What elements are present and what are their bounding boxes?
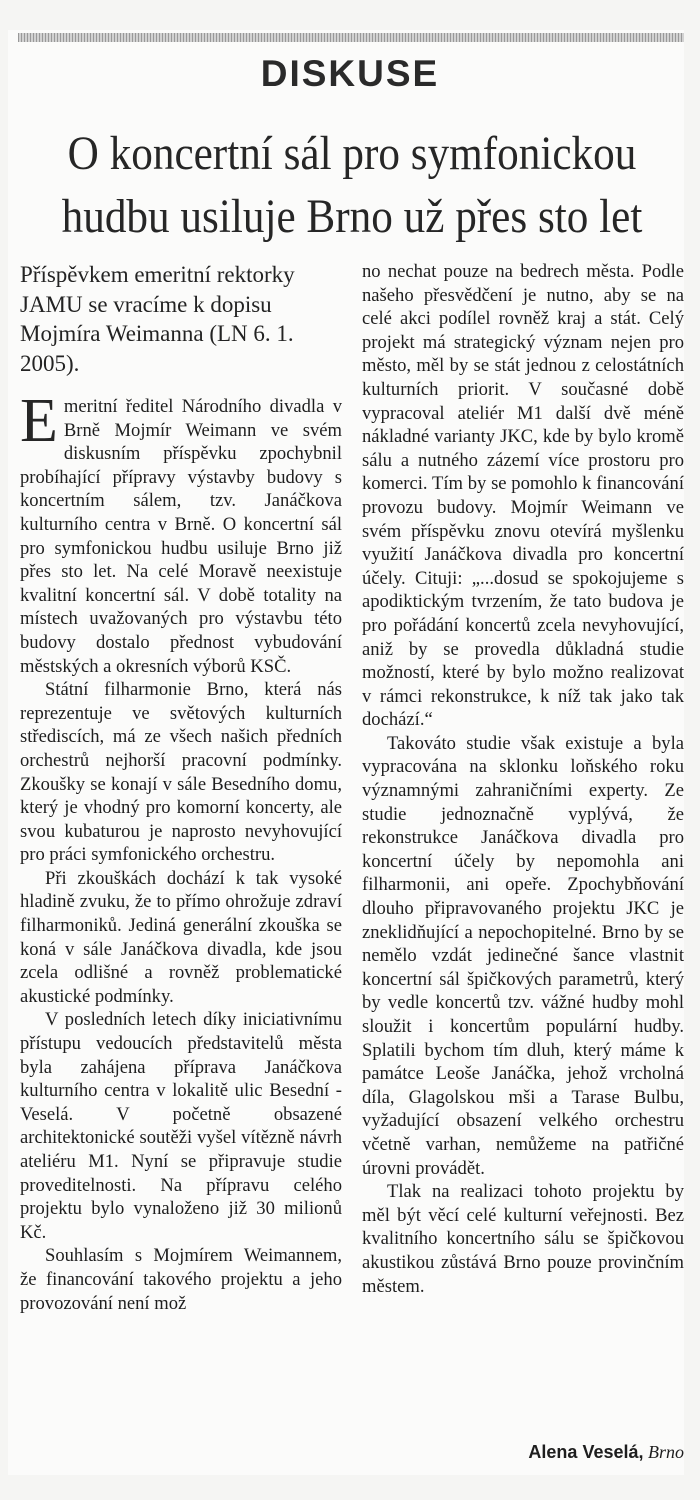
paragraph-5: Souhlasím s Mojmírem Weimannem, že financování takového projektu a jeho provozování není mož (20, 1245, 342, 1314)
paragraph-7: Tlak na realizaci tohoto projektu by měl být věcí celé kulturní veřejnosti. Bez kvalitního koncertního sálu se špičkovou akustikou zůstává Brno pouze provinčním městem. (362, 1181, 684, 1297)
byline-place: Brno (648, 1442, 684, 1462)
column-right (362, 260, 684, 1298)
paragraph-6: Takováto studie však existuje a byla vypracována na sklonku loňského roku významnými zahraničními experty. Ze studie jednoznačně vyplývá, že rekonstrukce Janáčkova divadla pro koncertní účely by nepomohla ani filharmonii, ani opeře. Zpochybňování dlouho připravovaného projektu JKC je zneklidňující a nepochopitelné. Brno by se nemělo vzdát jedinečné šance vlastnit koncertní sál špičkových parametrů, který by vedle koncertů tzv. vážné hudby mohl sloužit i koncertům populární hudby. Splatili bychom tím dluh, který máme k památce Leoše Janáčka, jehož vrcholná díla, Glagolskou mši a Tarase Bulbu, vyžadující obsazení velkého orchestru včetně varhan, nemůžeme na patřičné úrovni provádět. (362, 732, 684, 1179)
paragraph-3: Při zkouškách dochází k tak vysoké hladině zvuku, že to přímo ohrožuje zdraví filharmoniků. Jediná generální zkouška se koná v sále Janáčkova divadla, kde jsou zcela odlišné a rovněž problematické akustické podmínky. (20, 867, 342, 1007)
section-label: DISKUSE (260, 53, 440, 94)
byline (528, 1442, 684, 1463)
headline-line-1: O koncertní sál pro symfonickou (67, 127, 637, 180)
paragraph-2: Státní filharmonie Brno, která nás reprezentuje ve světových kulturních střediscích, má ze všech našich předních orchestrů nejhorší pracovní podmínky. Zkoušky se konají v sále Besedního domu, který je vhodný pro komorní koncerty, ale svou kubaturou je naprosto nevyhovující pro práci symfonického orchestru. (20, 679, 342, 866)
paragraph-4: V posledních letech díky iniciativnímu přístupu vedoucích představitelů města byla zahájena příprava Janáčkova kulturního centra v lokalitě ulic Besední - Veselá. V početně obsazené architektonické soutěži vyšel vítězně návrh ateliéru M1. Nyní se připravuje studie proveditelnosti. Na přípravu celého projektu bylo vynaloženo již 30 milionů Kč. (20, 1009, 342, 1243)
column-left (20, 260, 342, 1315)
byline-author: Alena Veselá, (528, 1442, 644, 1462)
drop-cap: E (20, 387, 58, 455)
paragraph-1-text: meritní ředitel Národního divadla v Brně Mojmír Weimann ve svém diskusním příspěvku zpochybnil probíhající přípravy výstavby budovy s koncertním sálem, tzv. Janáčkova kulturního centra v Brně. O koncertní sál pro symfonickou hudbu usiluje Brno již přes sto let. Na celé Moravě neexistuje kvalitní koncertní sál. V době totality na místech uvažovaných pro výstavbu této budovy dostalo přednost vybudování městských a okresních výborů KSČ. (20, 396, 342, 677)
headline-line-2: hudbu usiluje Brno už přes sto let (61, 190, 643, 243)
article-headline (53, 122, 651, 248)
section-rule (18, 33, 684, 42)
paragraph-1 (20, 387, 342, 678)
article-lead: Příspěvkem emeritní rektorky JAMU se vracíme k dopisu Mojmíra Weimanna (LN 6. 1. 2005). (20, 262, 295, 376)
paragraph-5-continued: no nechat pouze na bedrech města. Podle našeho přesvědčení je nutno, aby se na celé akci podílel rovněž kraj a stát. Celý projekt má strategický význam nejen pro město, měl by se stát jednou z celostátních kulturních priorit. V současné době vypracoval ateliér M1 další dvě méně nákladné varianty JKC, kde by bylo kromě sálu a nutného zázemí více prostoru pro komerci. Tím by se pomohlo k financování provozu budovy. Mojmír Weimann ve svém příspěvku znovu otevírá myšlenku využití Janáčkova divadla pro koncertní účely. Cituji: „...dosud se spokojujeme s apodiktickým tvrzením, že tato budova je pro pořádání koncertů zcela nevyhovující, aniž by se provedla důkladná studie možností, které by bylo možno realizovat v rámci rekonstrukce, k níž tak jako tak dochází.“ (362, 261, 684, 731)
